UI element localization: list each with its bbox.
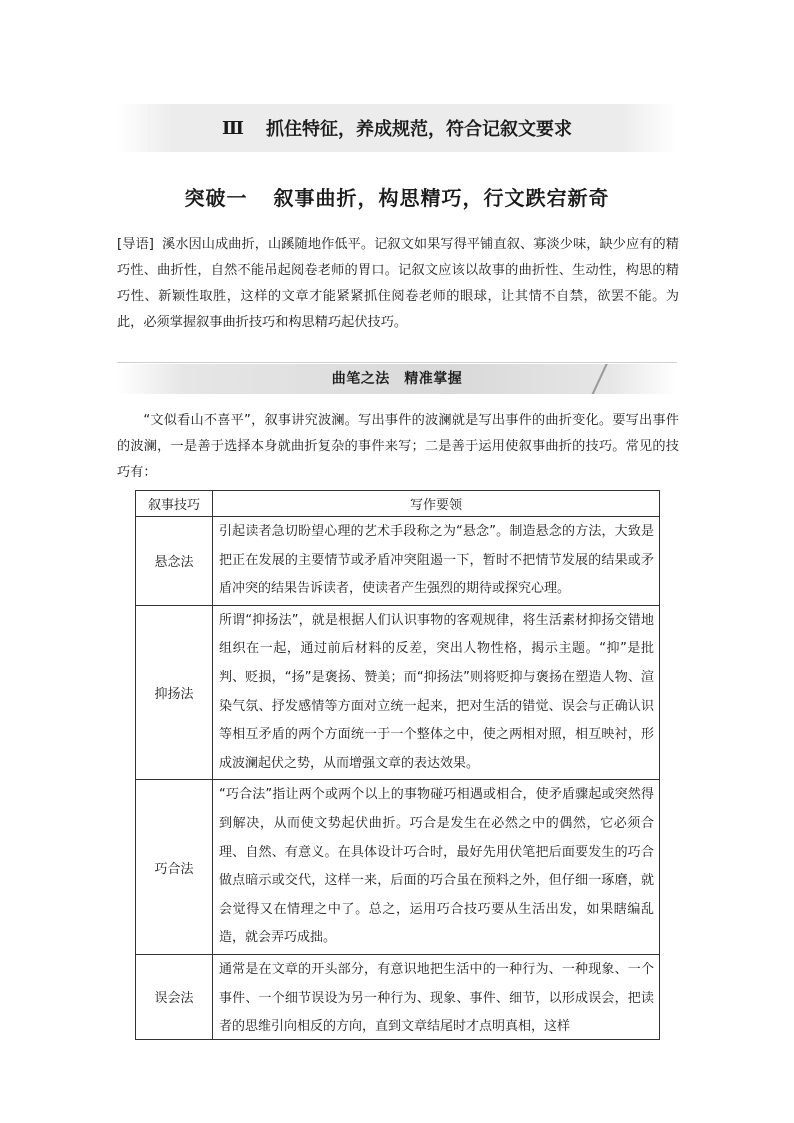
technique-name: 误会法 bbox=[136, 954, 213, 1039]
intro-paragraph: “文似看山不喜平”，叙事讲究波澜。写出事件的波澜就是写出事件的曲折变化。要写出事件的波澜，一是善于选择本身就曲折复杂的事件来写；二是善于运用使叙事曲折的技巧。常见的技巧有： bbox=[117, 413, 679, 480]
table-header-row bbox=[136, 491, 660, 517]
technique-text: 通常是在文章的开头部分，有意识地把生活中的一种行为、一种现象、一个事件、一个细节误设为另一种行为、现象、事件、细节，以形成误会，把读者的思维引向相反的方向，直到文章结尾时才点明真相，这样 bbox=[219, 961, 654, 1035]
table-row bbox=[136, 517, 660, 606]
technique-text: 所谓“抑扬法”，就是根据人们认识事物的客观规律，将生活素材抑扬交错地组织在一起，通过前后材料的反差，突出人物性格，揭示主题。“抑”是批判、贬损，“扬”是褒扬、赞美；而“抑扬法”则将贬抑与褒扬在塑造人物、渲染气氛、抒发感情等方面对立统一起来，把对生活的错觉、误会与正确认识等相互矛盾的两个方面统一于一个整体之中，使之两相对照，相互映衬，形成波澜起伏之势，从而增强文章的表达效果。 bbox=[213, 605, 660, 780]
technique-name: 悬念法 bbox=[136, 517, 213, 606]
part-numeral: Ⅲ bbox=[222, 117, 244, 139]
part-banner bbox=[117, 104, 677, 152]
header-technique: 叙事技巧 bbox=[136, 491, 213, 517]
section-label: 突破一 bbox=[184, 186, 248, 210]
method-heading: 曲笔之法 精准掌握 bbox=[331, 371, 463, 387]
technique-text: “巧合法”指让两个或两个以上的事物碰巧相遇或相合，使矛盾骤起或突然得到解决，从而使文势起伏曲折。巧合是发生在必然之中的偶然，它必须合理、自然、有意义。在具体设计巧合时，最好先用伏笔把后面要发生的巧合做点暗示或交代，这样一来，后面的巧合虽在预料之外，但仔细一琢磨，就会觉得又在情理之中了。总之，运用巧合技巧要从生活出发，如果瞎编乱造，就会弄巧成拙。 bbox=[213, 780, 660, 955]
techniques-table bbox=[135, 490, 660, 1040]
technique-text: 引起读者急切盼望心理的艺术手段称之为“悬念”。制造悬念的方法，大致是把正在发展的主要情节或矛盾冲突阻遏一下，暂时不把情节发展的结果或矛盾冲突的结果告诉读者，使读者产生强烈的期待或探究心理。 bbox=[213, 517, 660, 606]
table-row bbox=[136, 605, 660, 780]
table-row bbox=[136, 954, 660, 1039]
technique-name: 抑扬法 bbox=[136, 605, 213, 780]
technique-cell bbox=[213, 954, 660, 1039]
guide-tag: [导语] bbox=[117, 237, 154, 252]
guide-paragraph bbox=[117, 232, 679, 336]
part-title: 抓住特征，养成规范，符合记叙文要求 bbox=[265, 119, 572, 140]
method-heading-bar bbox=[117, 362, 677, 394]
header-essentials: 写作要领 bbox=[213, 491, 660, 517]
technique-name: 巧合法 bbox=[136, 780, 213, 955]
section-title-text: 叙事曲折，构思精巧，行文跌宕新奇 bbox=[273, 186, 610, 210]
section-title bbox=[0, 182, 794, 211]
table-row bbox=[136, 780, 660, 955]
guide-text: 溪水因山成曲折，山蹊随地作低平。记叙文如果写得平铺直叙、寡淡少味，缺少应有的精巧性、曲折性，自然不能吊起阅卷老师的胃口。记叙文应该以故事的曲折性、生动性，构思的精巧性、新颖性取胜，这样的文章才能紧紧抓住阅卷老师的眼球，让其情不自禁，欲罢不能。为此，必须掌握叙事曲折技巧和构思精巧起伏技巧。 bbox=[117, 237, 679, 330]
